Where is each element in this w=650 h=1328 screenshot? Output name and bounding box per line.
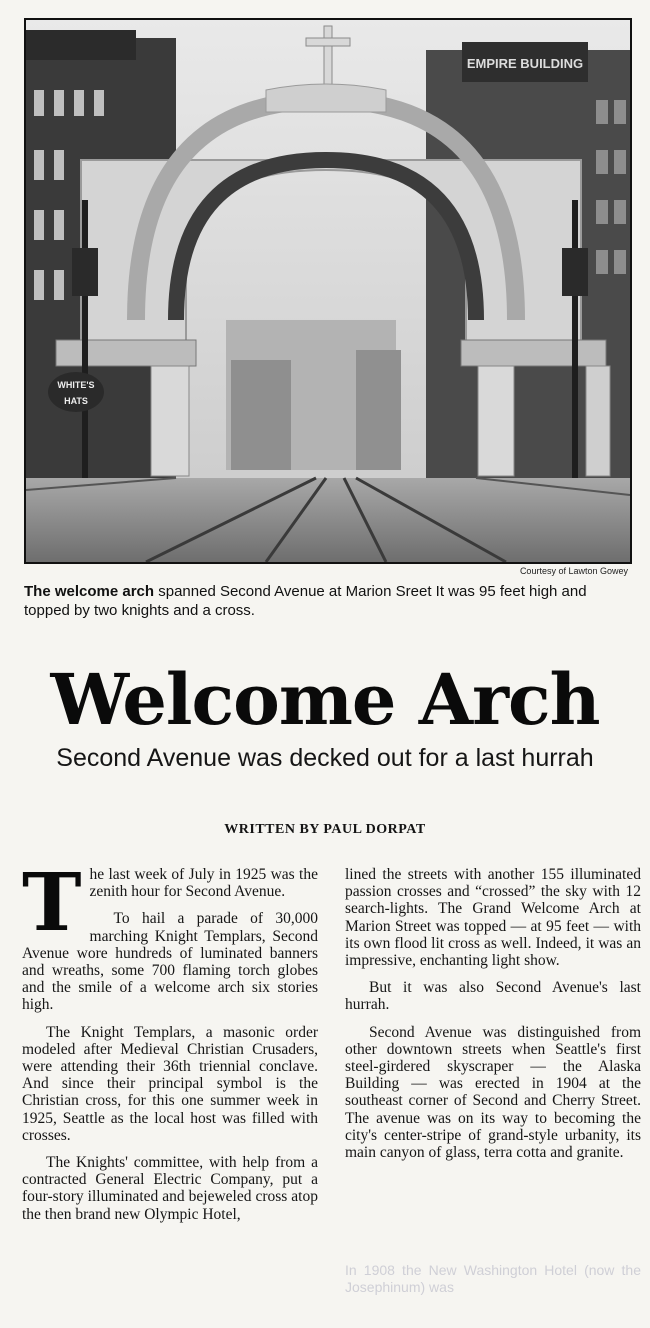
photo-credit: Courtesy of Lawton Gowey <box>519 566 628 576</box>
article-paragraph: The Knights' committee, with help from a contracted General Electric Company, put a four-story illuminated and bejeweled cross atop the then brand new Olympic Hotel, <box>22 1154 318 1223</box>
caption-lead: The welcome arch <box>24 583 155 600</box>
article-paragraph: But it was also Second Avenue's last hurrah. <box>345 979 641 1014</box>
paragraph-text: he last week of July in 1925 was the zenith hour for Second Avenue. <box>89 866 318 901</box>
photo-caption <box>24 582 624 620</box>
article-paragraph: To hail a parade of 30,000 marching Knight Templars, Second Avenue wore hundreds of luminated banners and wreaths, some 700 flaming torch globes and the smile of a welcome arch six stories high. <box>22 910 318 1014</box>
store-sign-hats: HATS <box>64 396 88 406</box>
empire-building-sign: EMPIRE BUILDING <box>466 56 584 71</box>
article-column-right <box>345 866 641 1171</box>
headline-subtitle: Second Avenue was decked out for a last hurrah <box>56 744 594 772</box>
byline: WRITTEN BY PAUL DORPAT <box>224 822 426 837</box>
article-paragraph <box>22 855 318 949</box>
drop-cap: T <box>22 855 82 949</box>
welcome-arch-photo <box>24 18 632 564</box>
bleed-through-text: In 1908 the New Washington Hotel (now the Josephinum) was <box>345 1262 641 1295</box>
article-paragraph: The Knight Templars, a masonic order modeled after Medieval Christian Crusaders, were attending their 36th triennial conclave. And since their principal symbol is the Christian cross, for this one summer week in 1925, Seattle as the local host was filled with crosses. <box>22 1023 318 1144</box>
article-paragraph: Second Avenue was distinguished from other downtown streets when Seattle's first steel-girdered skyscraper — the Alaska Building — was erected in 1904 at the southeast corner of Second and Cherry Street. The avenue was on its way to becoming the city's center-stripe of grand-style urbanity, its main canyon of glass, terra cotta and granite. <box>345 1023 641 1162</box>
article-column-left <box>22 855 318 1233</box>
store-sign: WHITE'S <box>57 380 95 390</box>
headline-title: Welcome Arch <box>50 658 600 741</box>
caption-text: spanned Second Avenue at Marion Sreet It was 95 feet high and topped by two knights and a cross. <box>24 583 587 619</box>
article-paragraph: lined the streets with another 155 illuminated passion crosses and “crossed” the sky with 12 search-lights. The Grand Welcome Arch at Marion Street was topped — at 95 feet — with its own flood lit cross as well. Indeed, it was an impressive, enchanting light show. <box>345 866 641 970</box>
